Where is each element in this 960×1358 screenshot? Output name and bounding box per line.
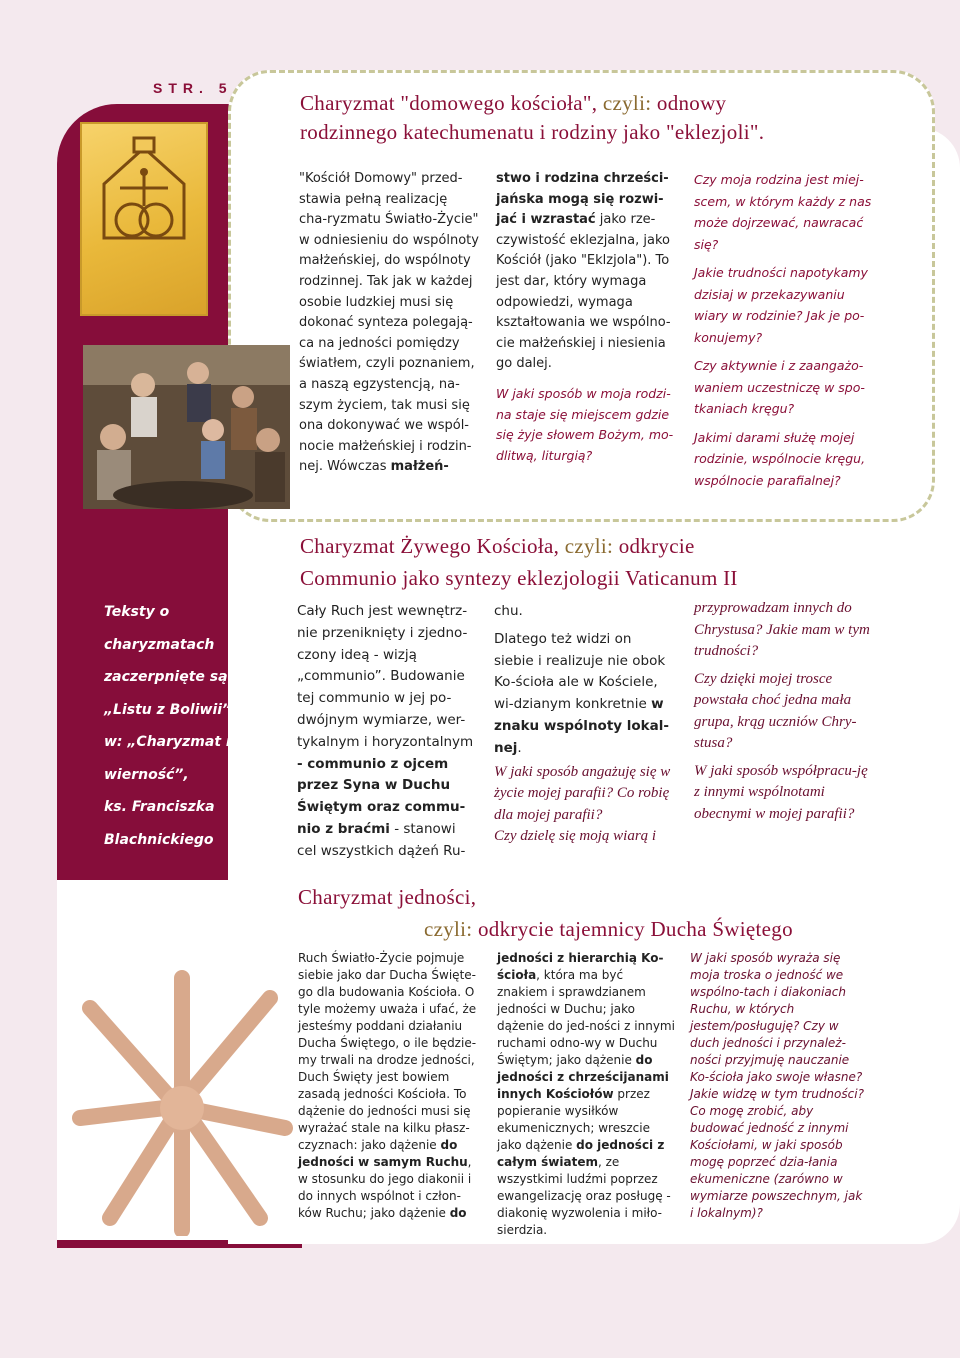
section2-title-connector: czyli: — [564, 534, 619, 558]
section1-title-part: odnowy — [656, 91, 727, 115]
section1-col2-bold: stwo i rodzina chrześci-jańska mogą się rozwi-jać i wzrastać — [496, 171, 669, 228]
section2-column3 — [694, 598, 874, 825]
section2-col2-question: Czy dzielę się moją wiarą i — [494, 828, 657, 845]
group-meeting-photo — [83, 345, 290, 509]
section1-title-connector: czyli: — [602, 91, 657, 115]
section3-col2-bold: do jedności z chrześcijanami innych Kościołów — [497, 1053, 669, 1101]
section3-col1-text: Ruch Światło-Życie pojmuje siebie jako dar Ducha Święte-go dla budowania Kościoła. O tyle możemy uważa i ufać, że jesteśmy poddani działaniu Ducha Świętego, o ile będzie-my trwali na drodze jedności, Duch Święty jest bowiem zasadą jedności Kościoła. To dążenie do jedności musi się wyrażać stale na kilku płasz-czyznach: jako dążenie — [298, 951, 477, 1152]
section3-title-part: odkrycie tajemnicy Ducha Świętego — [478, 917, 793, 941]
sidebar-quote-line: wierność”, — [104, 766, 189, 783]
sidebar-quote-line: charyzmatach — [104, 636, 215, 653]
section1-title-part: Charyzmat "domowego kościoła", — [300, 91, 603, 115]
section3-column1 — [298, 950, 478, 1222]
section3-col2-text: przez popieranie wysiłków ekumenicznych; wreszcie jako dążenie — [497, 1087, 650, 1152]
section2-col2-text: chu. — [494, 603, 523, 619]
section1-question: Czy aktywnie i z zaangażo-waniem uczestniczę w spo-tkaniach kręgu? — [694, 358, 865, 416]
section3-col2-text: , która ma być znakiem i sprawdzianem jedności w Duchu; jako dążenie do jed-ności z innymi ruchami odno-wy w Duchu Świętym; jako dążenie — [497, 968, 675, 1067]
section3-title-line1: Charyzmat jedności, — [298, 885, 477, 909]
section2-title — [300, 532, 920, 593]
section3-column2 — [497, 950, 677, 1239]
section2-title-part: odkrycie — [618, 534, 695, 558]
section3-column3 — [690, 950, 868, 1222]
section1-question: Jakie trudności napotykamy dzisiaj w przekazywaniu wiary w rodzinie? Jak je po-konujemy? — [694, 265, 868, 345]
section1-column2 — [496, 169, 676, 466]
section1-col2-question: W jaki sposób w moja rodzi-na staje się miejscem gdzie się żyje słowem Bożym, mo-dlitwą, liturgią? — [496, 385, 674, 463]
section2-question: przyprowadzam innych do Chrystusa? Jakie mam w tym trudności? — [694, 600, 870, 659]
section3-questions: W jaki sposób wyraża się moja troska o jedność we wspólno-tach i diakoniach Ruchu, w których jestem/posługuję? Czy w duch jedności i przynależ-ności przyjmuję nauczanie Ko-ścioła jako swoje własne? Jakie widzę w tym trudności? Co mogę zrobić, aby budować jedność z innymi Kościołami, w jaki sposób mogę poprzeć dzia-łania ekumeniczne (zarówno w wymiarze powszechnym, jak i lokalnym)? — [690, 951, 864, 1220]
section3-title-connector: czyli: — [424, 917, 478, 941]
section3-col1-bold: do — [449, 1206, 467, 1220]
sidebar-quote — [104, 596, 284, 856]
section2-col2-text: Dlatego też widzi on siebie i realizuje nie obok Ko-ścioła ale w Kościele, wi-dzianym konkretnie — [494, 630, 666, 713]
section2-col2-text: . — [517, 739, 522, 756]
section1-title-line2: rodzinnego katechumenatu i rodziny jako "eklezjoli". — [300, 120, 765, 144]
page-number: STR. 5 — [153, 80, 233, 96]
section1-column1 — [299, 169, 479, 478]
section1-question: Jakimi darami służę mojej rodzinie, wspólnocie kręgu, wspólnocie parafialnej? — [694, 429, 866, 488]
section1-col2-text: jako rze-czywistość eklezjalna, jako Kościół (jako "Eklzjola"). To jest dar, który wymaga odpowiedzi, wymaga kształtowania we wspólno-cie małżeńskiej i niesienia go dalej. — [496, 212, 671, 372]
section3-col2-bold: do jedności z całym światem — [497, 1138, 665, 1169]
section2-col2-bold: w znaku wspólnoty lokal-nej — [494, 696, 669, 756]
section3-col2-text: , ze wszystkimi ludźmi poprzez ewangelizację oraz posługę - diakonię wyzwolenia i miło-sierdzia. — [497, 1155, 671, 1237]
section3-title — [298, 883, 898, 944]
section1-col1-bold: małżeń- — [390, 459, 449, 475]
sidebar-quote-line: Teksty o — [104, 604, 170, 620]
section1-col1-text: "Kościół Domowy" przed-stawia pełną realizację cha-ryzmatu Światło-Życie" w odniesieniu do wspólnoty małżeńskiej, do wspólnoty rodzinnej. Tak jak w każdej osobie ludzkiej musi się dokonać synteza polegają-ca na jedności pomiędzy światłem, czyli poznaniem, a naszą egzystencją, na-szym życiem, tak musi się ona dokonywać we wspól-nocie małżeńskiej i rodzin-nej. Wówczas — [299, 171, 479, 475]
domestic-church-emblem-icon — [80, 122, 208, 316]
section2-question: W jaki sposób współpracu-ję z innymi wspólnotami obecnymi w mojej parafii? — [694, 762, 868, 822]
section1-column3 — [694, 169, 874, 491]
sidebar-quote-line: w: „Charyzmat i — [104, 734, 231, 750]
sidebar-quote-line: zaczerpnięte są z — [104, 669, 241, 685]
section3-col1-bold: do jedności w samym Ruchu — [298, 1138, 468, 1169]
section3-col1-text: , w stosunku do jego diakonii i do innych wspólnot i człon-ków Ruchu; jako dążenie — [298, 1155, 472, 1220]
section2-col2-question: W jaki sposób angażuję się w życie mojej parafii? Co robię dla mojej parafii? — [494, 763, 671, 823]
section2-column1 — [297, 601, 477, 863]
section1-title — [300, 89, 930, 147]
section3-col2-bold: jedności z hierarchią Ko-ścioła — [497, 951, 664, 982]
joined-hands-image — [70, 968, 295, 1236]
sidebar-quote-line: Blachnickiego — [104, 831, 214, 848]
section2-question: Czy dzięki mojej trosce powstała choć jedna mała grupa, krąg uczniów Chry-stusa? — [694, 670, 857, 751]
section2-col1-text: Cały Ruch jest wewnętrz-nie przeniknięty i zjedno-czony ideą - wizją „communio”. Budowanie tej communio w jej po-dwójnym wymiarze, wer-tykalnym i horyzontalnym — [297, 603, 474, 750]
section2-title-line2: Communio jako syntezy eklezjologii Vaticanum II — [300, 566, 738, 590]
section2-col1-bold: - communio z ojcem przez Syna w Duchu Świętym oraz commu-nio z braćmi — [297, 755, 466, 837]
section2-col1-text: - stanowi cel wszystkich dążeń Ru- — [297, 820, 466, 859]
sidebar-quote-line: ks. Franciszka — [104, 799, 215, 815]
section2-column2 — [494, 601, 674, 848]
sidebar-quote-line: „Listu z Boliwii” — [104, 701, 232, 718]
section1-question: Czy moja rodzina jest miej-scem, w którym każdy z nas może dojrzewać, nawracać się? — [694, 172, 872, 252]
section2-title-part: Charyzmat Żywego Kościoła, — [300, 534, 565, 558]
